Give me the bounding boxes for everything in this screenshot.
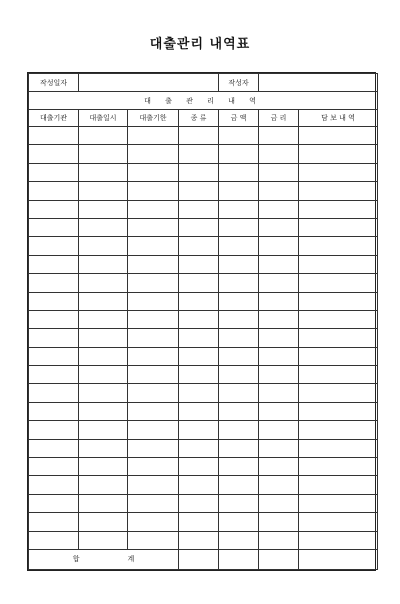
table-cell[interactable] bbox=[259, 310, 299, 328]
table-cell[interactable] bbox=[79, 237, 128, 255]
table-cell[interactable] bbox=[299, 182, 378, 200]
loan-management-table bbox=[27, 72, 376, 571]
table-cell[interactable] bbox=[128, 384, 179, 402]
table-cell[interactable] bbox=[128, 292, 179, 310]
table-cell[interactable] bbox=[219, 402, 259, 420]
table-cell[interactable] bbox=[29, 494, 79, 512]
table-cell[interactable] bbox=[79, 329, 128, 347]
column-header: 금 액 bbox=[219, 110, 259, 127]
column-header: 대출기관 bbox=[29, 110, 79, 127]
table-cell[interactable] bbox=[179, 366, 219, 384]
total-cell[interactable] bbox=[179, 549, 219, 569]
table-cell[interactable] bbox=[259, 200, 299, 218]
table-cell[interactable] bbox=[128, 476, 179, 494]
table-cell[interactable] bbox=[219, 476, 259, 494]
table-cell[interactable] bbox=[79, 439, 128, 457]
table-cell[interactable] bbox=[219, 218, 259, 236]
table-cell[interactable] bbox=[259, 127, 299, 145]
table-cell[interactable] bbox=[259, 531, 299, 549]
table-cell[interactable] bbox=[128, 218, 179, 236]
table-cell[interactable] bbox=[179, 200, 219, 218]
total-label bbox=[29, 549, 179, 569]
table-cell[interactable] bbox=[128, 458, 179, 476]
table-cell[interactable] bbox=[259, 218, 299, 236]
table-cell[interactable] bbox=[299, 402, 378, 420]
table-cell[interactable] bbox=[219, 310, 259, 328]
table-cell[interactable] bbox=[179, 255, 219, 273]
table-row bbox=[29, 274, 378, 292]
table-cell[interactable] bbox=[79, 255, 128, 273]
table-row bbox=[29, 255, 378, 273]
table-row bbox=[29, 402, 378, 420]
date-field[interactable] bbox=[79, 74, 219, 92]
document-title: 대출관리 내역표 bbox=[149, 37, 251, 52]
table-cell[interactable] bbox=[299, 237, 378, 255]
total-label-left: 합 bbox=[72, 555, 80, 564]
table-row bbox=[29, 218, 378, 236]
table-cell[interactable] bbox=[219, 329, 259, 347]
table-cell[interactable] bbox=[219, 200, 259, 218]
table-cell[interactable] bbox=[79, 347, 128, 365]
table-cell[interactable] bbox=[259, 366, 299, 384]
table-cell[interactable] bbox=[299, 292, 378, 310]
table-cell[interactable] bbox=[259, 421, 299, 439]
table-cell[interactable] bbox=[29, 200, 79, 218]
table-cell[interactable] bbox=[299, 329, 378, 347]
table-cell[interactable] bbox=[259, 513, 299, 531]
table-cell[interactable] bbox=[179, 237, 219, 255]
column-header: 담 보 내 역 bbox=[299, 110, 378, 127]
table-cell[interactable] bbox=[219, 458, 259, 476]
table-cell[interactable] bbox=[179, 347, 219, 365]
table-cell[interactable] bbox=[299, 531, 378, 549]
table-row bbox=[29, 310, 378, 328]
table-cell[interactable] bbox=[299, 439, 378, 457]
table-cell[interactable] bbox=[179, 274, 219, 292]
table-cell[interactable] bbox=[259, 402, 299, 420]
table-cell[interactable] bbox=[128, 329, 179, 347]
table-cell[interactable] bbox=[259, 458, 299, 476]
table-cell[interactable] bbox=[29, 513, 79, 531]
table-row bbox=[29, 145, 378, 163]
table-cell[interactable] bbox=[219, 127, 259, 145]
table-cell[interactable] bbox=[219, 439, 259, 457]
table-cell[interactable] bbox=[219, 494, 259, 512]
table-row bbox=[29, 513, 378, 531]
table-cell[interactable] bbox=[179, 145, 219, 163]
table-cell[interactable] bbox=[128, 163, 179, 181]
table-cell[interactable] bbox=[128, 421, 179, 439]
table-cell[interactable] bbox=[179, 163, 219, 181]
table-row bbox=[29, 384, 378, 402]
table-cell[interactable] bbox=[79, 366, 128, 384]
table-cell[interactable] bbox=[29, 163, 79, 181]
total-cell[interactable] bbox=[259, 549, 299, 569]
table-cell[interactable] bbox=[128, 200, 179, 218]
table-cell[interactable] bbox=[79, 145, 128, 163]
table-cell[interactable] bbox=[79, 402, 128, 420]
table-row bbox=[29, 439, 378, 457]
table-cell[interactable] bbox=[299, 513, 378, 531]
table-cell[interactable] bbox=[29, 458, 79, 476]
table-cell[interactable] bbox=[128, 145, 179, 163]
table-cell[interactable] bbox=[219, 347, 259, 365]
table-row bbox=[29, 494, 378, 512]
column-header: 종 류 bbox=[179, 110, 219, 127]
table-cell[interactable] bbox=[219, 163, 259, 181]
table-cell[interactable] bbox=[29, 366, 79, 384]
table-cell[interactable] bbox=[79, 274, 128, 292]
table-cell[interactable] bbox=[179, 513, 219, 531]
table-cell[interactable] bbox=[259, 182, 299, 200]
table-row bbox=[29, 127, 378, 145]
table-cell[interactable] bbox=[128, 127, 179, 145]
date-label: 작성일자 bbox=[29, 74, 79, 92]
table-cell[interactable] bbox=[79, 513, 128, 531]
table-row bbox=[29, 163, 378, 181]
table-cell[interactable] bbox=[179, 476, 219, 494]
section-title-row bbox=[29, 92, 378, 110]
table-cell[interactable] bbox=[29, 255, 79, 273]
table-cell[interactable] bbox=[128, 255, 179, 273]
table-cell[interactable] bbox=[299, 163, 378, 181]
table-cell[interactable] bbox=[79, 200, 128, 218]
table-cell[interactable] bbox=[259, 329, 299, 347]
table-cell[interactable] bbox=[179, 329, 219, 347]
table-cell[interactable] bbox=[29, 384, 79, 402]
table-cell[interactable] bbox=[128, 310, 179, 328]
table-cell[interactable] bbox=[219, 513, 259, 531]
table-cell[interactable] bbox=[259, 145, 299, 163]
table-cell[interactable] bbox=[79, 458, 128, 476]
table-cell[interactable] bbox=[29, 347, 79, 365]
table-cell[interactable] bbox=[179, 458, 219, 476]
column-header: 금 리 bbox=[259, 110, 299, 127]
table-cell[interactable] bbox=[299, 347, 378, 365]
column-header-row bbox=[29, 110, 378, 127]
table-cell[interactable] bbox=[259, 439, 299, 457]
table-cell[interactable] bbox=[259, 292, 299, 310]
table-cell[interactable] bbox=[79, 494, 128, 512]
table-cell[interactable] bbox=[128, 347, 179, 365]
table-cell[interactable] bbox=[219, 145, 259, 163]
table-cell[interactable] bbox=[259, 347, 299, 365]
table-cell[interactable] bbox=[179, 127, 219, 145]
table-cell[interactable] bbox=[29, 310, 79, 328]
table-cell[interactable] bbox=[179, 402, 219, 420]
table-row bbox=[29, 366, 378, 384]
table-cell[interactable] bbox=[179, 421, 219, 439]
table-cell[interactable] bbox=[79, 292, 128, 310]
table-cell[interactable] bbox=[179, 384, 219, 402]
table-cell[interactable] bbox=[128, 439, 179, 457]
table-row bbox=[29, 292, 378, 310]
table-row bbox=[29, 531, 378, 549]
table-row bbox=[29, 458, 378, 476]
table-cell[interactable] bbox=[299, 476, 378, 494]
table-cell[interactable] bbox=[29, 127, 79, 145]
column-header: 대출기한 bbox=[128, 110, 179, 127]
table-cell[interactable] bbox=[219, 274, 259, 292]
table-cell[interactable] bbox=[128, 274, 179, 292]
table-cell[interactable] bbox=[259, 163, 299, 181]
table-cell[interactable] bbox=[179, 531, 219, 549]
table-cell[interactable] bbox=[179, 182, 219, 200]
table-cell[interactable] bbox=[259, 237, 299, 255]
table-cell[interactable] bbox=[299, 421, 378, 439]
table-cell[interactable] bbox=[259, 476, 299, 494]
table-cell[interactable] bbox=[29, 145, 79, 163]
table-cell[interactable] bbox=[259, 384, 299, 402]
table-cell[interactable] bbox=[299, 255, 378, 273]
table-cell[interactable] bbox=[299, 274, 378, 292]
table-cell[interactable] bbox=[79, 127, 128, 145]
table-cell[interactable] bbox=[29, 421, 79, 439]
table-cell[interactable] bbox=[29, 439, 79, 457]
table-cell[interactable] bbox=[299, 366, 378, 384]
table-row bbox=[29, 237, 378, 255]
table-cell[interactable] bbox=[79, 310, 128, 328]
section-title: 대 출 관 리 내 역 bbox=[29, 92, 378, 110]
table-cell[interactable] bbox=[79, 421, 128, 439]
table-cell[interactable] bbox=[219, 366, 259, 384]
table-cell[interactable] bbox=[179, 218, 219, 236]
total-row bbox=[29, 549, 378, 569]
table-cell[interactable] bbox=[299, 384, 378, 402]
table-cell[interactable] bbox=[79, 531, 128, 549]
table-cell[interactable] bbox=[259, 274, 299, 292]
table-cell[interactable] bbox=[29, 237, 79, 255]
table-cell[interactable] bbox=[299, 200, 378, 218]
table-cell[interactable] bbox=[299, 494, 378, 512]
table-cell[interactable] bbox=[128, 531, 179, 549]
table-cell[interactable] bbox=[219, 182, 259, 200]
table-cell[interactable] bbox=[29, 218, 79, 236]
table-cell[interactable] bbox=[219, 255, 259, 273]
table-cell[interactable] bbox=[79, 384, 128, 402]
table-cell[interactable] bbox=[79, 182, 128, 200]
table-cell[interactable] bbox=[29, 274, 79, 292]
table-cell[interactable] bbox=[259, 255, 299, 273]
table-cell[interactable] bbox=[29, 329, 79, 347]
table-cell[interactable] bbox=[128, 402, 179, 420]
table-row bbox=[29, 476, 378, 494]
table-cell[interactable] bbox=[299, 458, 378, 476]
table-cell[interactable] bbox=[79, 476, 128, 494]
table-row bbox=[29, 182, 378, 200]
table-cell[interactable] bbox=[299, 145, 378, 163]
total-label-right: 계 bbox=[127, 555, 135, 564]
table-cell[interactable] bbox=[259, 494, 299, 512]
table-cell[interactable] bbox=[299, 218, 378, 236]
table-cell[interactable] bbox=[79, 163, 128, 181]
table-cell[interactable] bbox=[299, 127, 378, 145]
total-cell[interactable] bbox=[219, 549, 259, 569]
table-cell[interactable] bbox=[128, 237, 179, 255]
table-cell[interactable] bbox=[29, 182, 79, 200]
table-cell[interactable] bbox=[219, 237, 259, 255]
table-cell[interactable] bbox=[219, 531, 259, 549]
table-cell[interactable] bbox=[128, 513, 179, 531]
table-cell[interactable] bbox=[219, 421, 259, 439]
table-cell[interactable] bbox=[29, 402, 79, 420]
header-info-row bbox=[29, 74, 378, 92]
table-row bbox=[29, 347, 378, 365]
column-header: 대출일시 bbox=[79, 110, 128, 127]
table-cell[interactable] bbox=[128, 182, 179, 200]
author-label: 작성자 bbox=[219, 74, 259, 92]
table-cell[interactable] bbox=[219, 384, 259, 402]
table-row bbox=[29, 200, 378, 218]
table-cell[interactable] bbox=[29, 292, 79, 310]
total-cell[interactable] bbox=[299, 549, 378, 569]
table-cell[interactable] bbox=[128, 366, 179, 384]
table-cell[interactable] bbox=[29, 531, 79, 549]
table-cell[interactable] bbox=[29, 476, 79, 494]
table-cell[interactable] bbox=[179, 310, 219, 328]
table-row bbox=[29, 329, 378, 347]
author-field[interactable] bbox=[259, 74, 378, 92]
table-cell[interactable] bbox=[219, 292, 259, 310]
table-row bbox=[29, 421, 378, 439]
table-cell[interactable] bbox=[179, 292, 219, 310]
table-cell[interactable] bbox=[179, 439, 219, 457]
ledger-grid bbox=[28, 73, 378, 570]
table-cell[interactable] bbox=[79, 218, 128, 236]
table-cell[interactable] bbox=[299, 310, 378, 328]
table-cell[interactable] bbox=[179, 494, 219, 512]
table-cell[interactable] bbox=[128, 494, 179, 512]
